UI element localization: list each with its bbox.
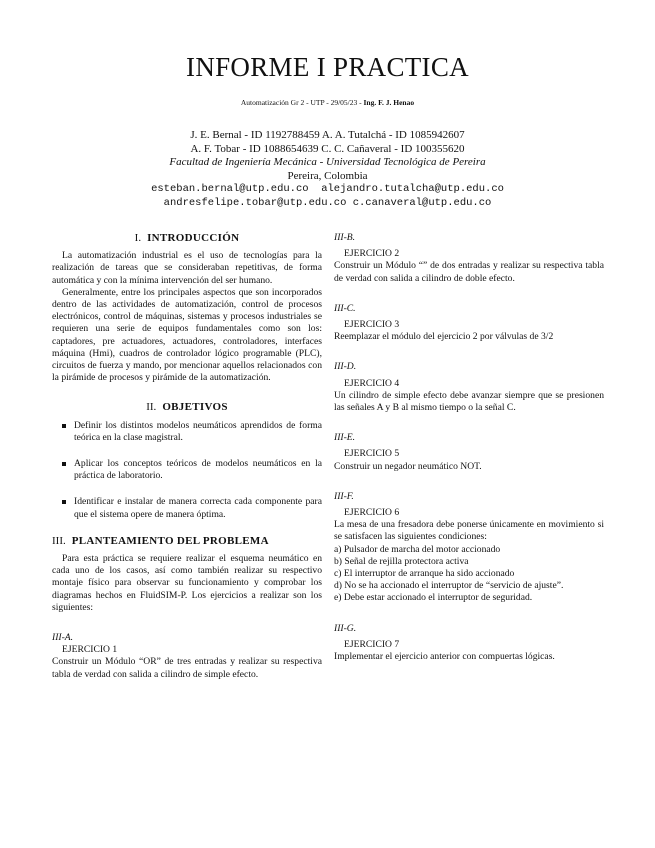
exercise-title: EJERCICIO 5	[344, 448, 400, 460]
condition-item: a) Pulsador de marcha del motor accionado	[334, 543, 501, 555]
exercise-title: EJERCICIO 4	[344, 377, 400, 389]
authors-line-2: A. F. Tobar - ID 1088654639 C. C. Cañaveral - ID 100355620	[190, 142, 465, 155]
exercise-text: Reemplazar el módulo del ejercicio 2 por válvulas de 3/2	[334, 331, 554, 343]
exercise-text: Construir un Módulo “” de dos entradas y realizar su respectiva tabla de verdad con salida a cilindro de doble efecto.	[334, 260, 604, 284]
exercise-text: Construir un negador neumático NOT.	[334, 460, 482, 472]
section-title: INTRODUCCIÓN	[147, 232, 240, 244]
author-block	[0, 129, 655, 210]
exercise-title: EJERCICIO 7	[344, 638, 400, 650]
condition-item: e) Debe estar accionado el interruptor de seguridad.	[334, 592, 533, 604]
section-heading-intro	[52, 232, 322, 244]
objectives-list	[52, 420, 322, 521]
affiliation: Facultad de Ingeniería Mecánica - Universidad Tecnológica de Pereira	[169, 156, 486, 168]
subsection-label: III-G.	[334, 622, 357, 634]
intro-paragraph-1: La automatización industrial es el uso de tecnologías para la realización de tareas que se consideraban repetitivas, de forma automática y con la mínima intervención del ser humano.	[52, 250, 322, 286]
subtitle-instructor: Ing. F. J. Henao	[363, 98, 415, 107]
bullet-icon	[62, 424, 66, 428]
subsection-label: III-B.	[334, 232, 356, 243]
objective-text: Aplicar los conceptos teóricos de modelos neumáticos en la práctica de laboratorio.	[74, 458, 322, 482]
objective-text: Identificar e instalar de manera correcta cada componente para que el sistema opere de manera óptima.	[74, 496, 322, 520]
list-item	[62, 496, 322, 520]
bullet-icon	[62, 462, 66, 466]
subsection-label: III-F.	[334, 490, 354, 502]
right-column	[334, 232, 604, 663]
subsection-label: III-C.	[334, 302, 356, 314]
exercise-text: Implementar el ejercicio anterior con compuertas lógicas.	[334, 651, 555, 663]
exercise-text: Construir un Módulo “OR” de tres entradas y realizar su respectiva tabla de verdad con salida a cilindro de simple efecto.	[52, 656, 322, 680]
exercise-title: EJERCICIO 6	[344, 507, 400, 519]
paper-title: INFORME I PRACTICA	[186, 52, 469, 82]
section-title: PLANTEAMIENTO DEL PROBLEMA	[71, 534, 269, 547]
section-heading-planteamiento	[52, 535, 322, 547]
subtitle-text: Automatización Gr 2 - UTP - 29/05/23 -	[240, 98, 364, 107]
subsection-label: III-D.	[334, 361, 357, 373]
condition-item: d) No se ha accionado el interruptor de “servicio de ajuste”.	[334, 580, 564, 592]
left-column	[52, 232, 322, 681]
section-number: II.	[146, 401, 157, 414]
intro-paragraph-2: Generalmente, entre los principales aspectos que son incorporados dentro de las actividades de automatización, control de procesos electrónicos, control de máquinas, sistemas y procesos industriales se requieren una serie de equipos fundamentales como son los: captadores, pre actuadores, actuadores, controladores, interfaces máquina (Hmi), cuadros de controlador lógico programable (PLC), circuitos de fuerza y mando, por mencionar aquellos relacionados con la pirámide de procesos y pirámide de la automatización.	[52, 286, 322, 384]
condition-item: b) Señal de rejilla protectora activa	[334, 555, 469, 567]
section-number: I.	[134, 232, 142, 244]
exercise-title: EJERCICIO 3	[344, 319, 400, 331]
exercise-title: EJERCICIO 2	[344, 248, 400, 260]
list-item	[62, 420, 322, 444]
exercise-title: EJERCICIO 1	[62, 644, 118, 656]
planteamiento-paragraph: Para esta práctica se requiere realizar el esquema neumático en cada uno de los casos, así como también realizar su respectivo montaje físico para observar su funcionamiento y comprobar los diagramas hechos en FluidSIM-P. Los ejercicios a realizar son los siguientes:	[52, 553, 322, 613]
subsection-label: III-E.	[334, 432, 356, 444]
exercise-text: La mesa de una fresadora debe ponerse únicamente en movimiento si se satisfacen las siguientes condiciones:	[334, 519, 604, 543]
authors-line-1: J. E. Bernal - ID 1192788459 A. A. Tutalchá - ID 1085942607	[190, 129, 465, 141]
section-title: OBJETIVOS	[162, 401, 228, 414]
emails-line-1: esteban.bernal@utp.edu.co alejandro.tutalcha@utp.edu.co	[151, 183, 504, 195]
section-heading-objetivos	[52, 401, 322, 413]
list-item	[62, 458, 322, 482]
exercise-text: Un cilindro de simple efecto debe avanzar siempre que se presionen las señales A y B al mismo tiempo o la señal C.	[334, 389, 604, 414]
objective-text: Definir los distintos modelos neumáticos aprendidos de forma teórica en la clase magistral.	[74, 419, 322, 443]
bullet-icon	[62, 500, 66, 504]
location: Pereira, Colombia	[287, 169, 368, 182]
subsection-label: III-A.	[52, 632, 74, 644]
condition-item: c) El interruptor de arranque ha sido accionado	[334, 568, 515, 580]
paper-subtitle	[0, 98, 655, 107]
emails-line-2: andresfelipe.tobar@utp.edu.co c.canaveral@utp.edu.co	[163, 196, 492, 209]
section-number: III.	[52, 534, 66, 547]
